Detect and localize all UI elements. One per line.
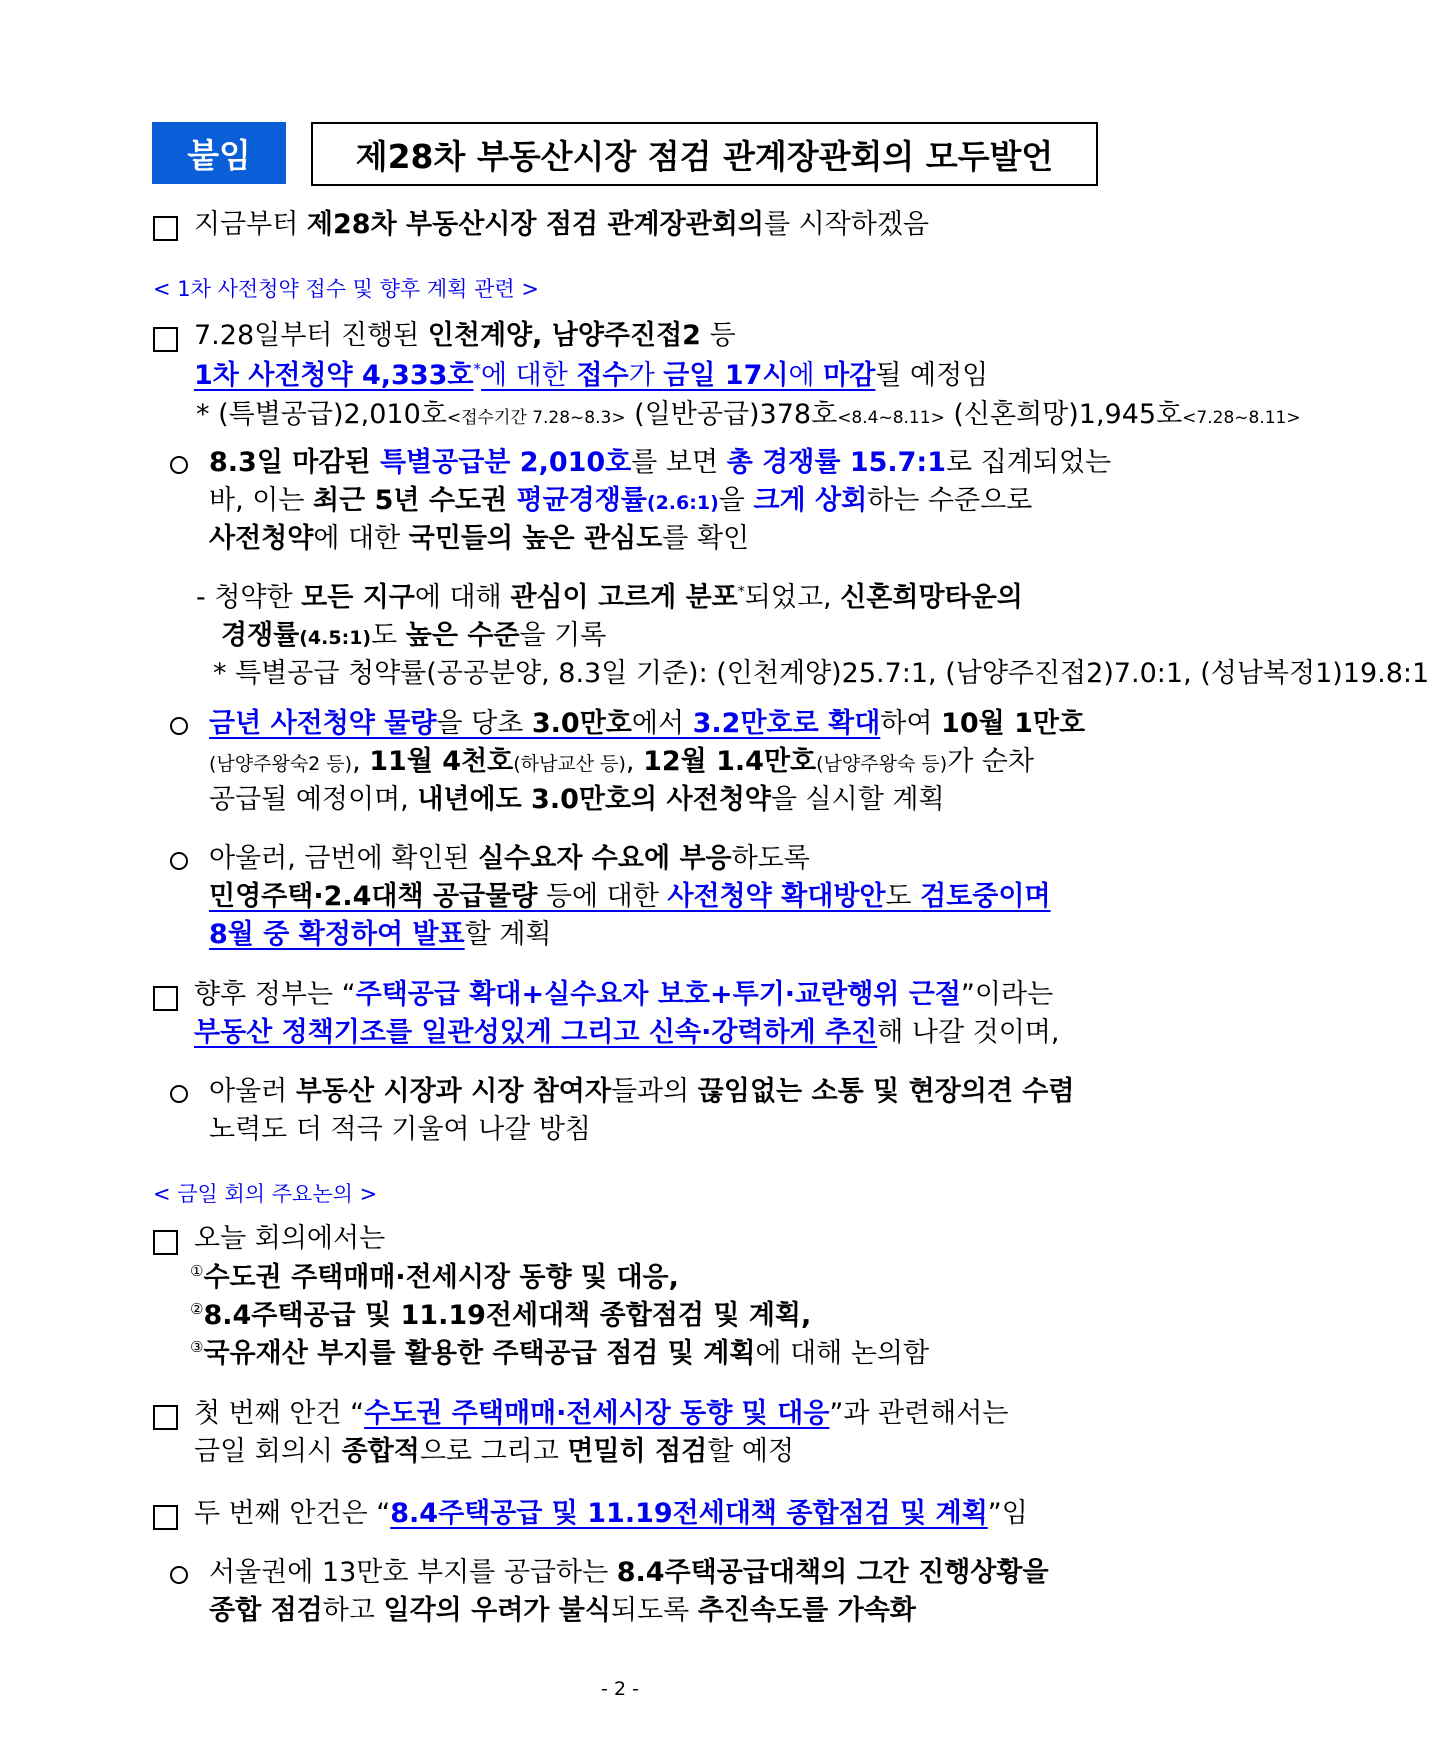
page-title: 제28차 부동산시장 점검 관계장관회의 모두발언 [311,122,1098,186]
square-bullet-icon [153,1505,178,1530]
circle-bullet-icon [170,717,188,735]
agenda-intro: 오늘 회의에서는 [194,1223,386,1254]
district-footnote: * 특별공급 청약률(공공분양, 8.3일 기준): (인천계양)25.7:1, (남양주진접2)7.0:1, (성남복정1)19.8:1 [213,658,1429,689]
first-agenda-line-2: 금일 회의시 종합적으로 그리고 면밀히 점검할 예정 [194,1436,795,1467]
page-number: - 2 - [601,1678,639,1700]
presale-footnote: * (특별공급)2,010호<접수기간 7.28~8.3> (일반공급)378호<8.4~8.11> (신혼희망)1,945호<7.28~8.11> [196,399,1301,430]
circle-bullet-icon [170,1566,188,1584]
volume-line-3: 공급될 예정이며, 내년에도 3.0만호의 사전청약을 실시할 계획 [209,784,945,815]
policy-line-1: 향후 정부는 “주택공급 확대+실수요자 보호+투기·교란행위 근절”이라는 [194,979,1054,1010]
first-agenda-line-1: 첫 번째 안건 “수도권 주택매매·전세시장 동향 및 대응”과 관련해서는 [194,1398,1009,1429]
demand-line-2: 민영주택·2.4대책 공급물량 등에 대한 사전청약 확대방안도 검토중이며 [209,881,1051,912]
circle-bullet-icon [170,852,188,870]
demand-line-1: 아울러, 금번에 확인된 실수요자 수요에 부응하도록 [209,843,810,874]
square-bullet-icon [153,216,178,241]
agenda-item-2: ②8.4주택공급 및 11.19전세대책 종합점검 및 계획, [190,1300,812,1331]
agenda-item-3: ③국유재산 부지를 활용한 주택공급 점검 및 계획에 대해 논의함 [190,1338,930,1369]
volume-line-2: (남양주왕숙2 등), 11월 4천호(하남교산 등), 12월 1.4만호(남양주왕숙 등)가 순차 [209,746,1034,777]
district-line-2: 경쟁률(4.5:1)도 높은 수준을 기록 [221,620,607,651]
volume-line-1: 금년 사전청약 물량을 당초 3.0만호에서 3.2만호로 확대하여 10월 1만호 [209,708,1086,739]
attachment-tag: 붙임 [152,122,286,184]
presale-line-2: 1차 사전청약 4,333호*에 대한 접수가 금일 17시에 마감될 예정임 [194,360,989,391]
square-bullet-icon [153,986,178,1011]
competition-line-1: 8.3일 마감된 특별공급분 2,010호를 보면 총 경쟁률 15.7:1로 집계되었는 [209,447,1112,478]
communication-line-1: 아울러 부동산 시장과 시장 참여자들과의 끊임없는 소통 및 현장의견 수렴 [209,1076,1075,1107]
communication-line-2: 노력도 더 적극 기울여 나갈 방침 [209,1114,591,1145]
supply-line-1: 서울권에 13만호 부지를 공급하는 8.4주택공급대책의 그간 진행상황을 [209,1557,1049,1588]
competition-line-2: 바, 이는 최근 5년 수도권 평균경쟁률(2.6:1)을 크게 상회하는 수준으로 [209,485,1033,516]
square-bullet-icon [153,1230,178,1255]
policy-line-2: 부동산 정책기조를 일관성있게 그리고 신속·강력하게 추진해 나갈 것이며, [194,1017,1060,1048]
intro-line: 지금부터 제28차 부동산시장 점검 관계장관회의를 시작하겠음 [194,209,930,240]
circle-bullet-icon [170,1085,188,1103]
second-agenda-line: 두 번째 안건은 “8.4주택공급 및 11.19전세대책 종합점검 및 계획”임 [194,1498,1028,1529]
square-bullet-icon [153,327,178,352]
circle-bullet-icon [170,456,188,474]
section-heading-2: < 금일 회의 주요논의 > [153,1182,378,1206]
agenda-item-1: ①수도권 주택매매·전세시장 동향 및 대응, [190,1262,679,1293]
competition-line-3: 사전청약에 대한 국민들의 높은 관심도를 확인 [209,523,750,554]
presale-line-1: 7.28일부터 진행된 인천계양, 남양주진접2 등 [194,320,736,351]
supply-line-2: 종합 점검하고 일각의 우려가 불식되도록 추진속도를 가속화 [209,1595,916,1626]
section-heading-1: < 1차 사전청약 접수 및 향후 계획 관련 > [153,277,539,301]
square-bullet-icon [153,1405,178,1430]
district-line-1: - 청약한 모든 지구에 대해 관심이 고르게 분포*되었고, 신혼희망타운의 [196,582,1023,613]
attachment-header [152,122,1098,184]
demand-line-3: 8월 중 확정하여 발표할 계획 [209,919,552,950]
